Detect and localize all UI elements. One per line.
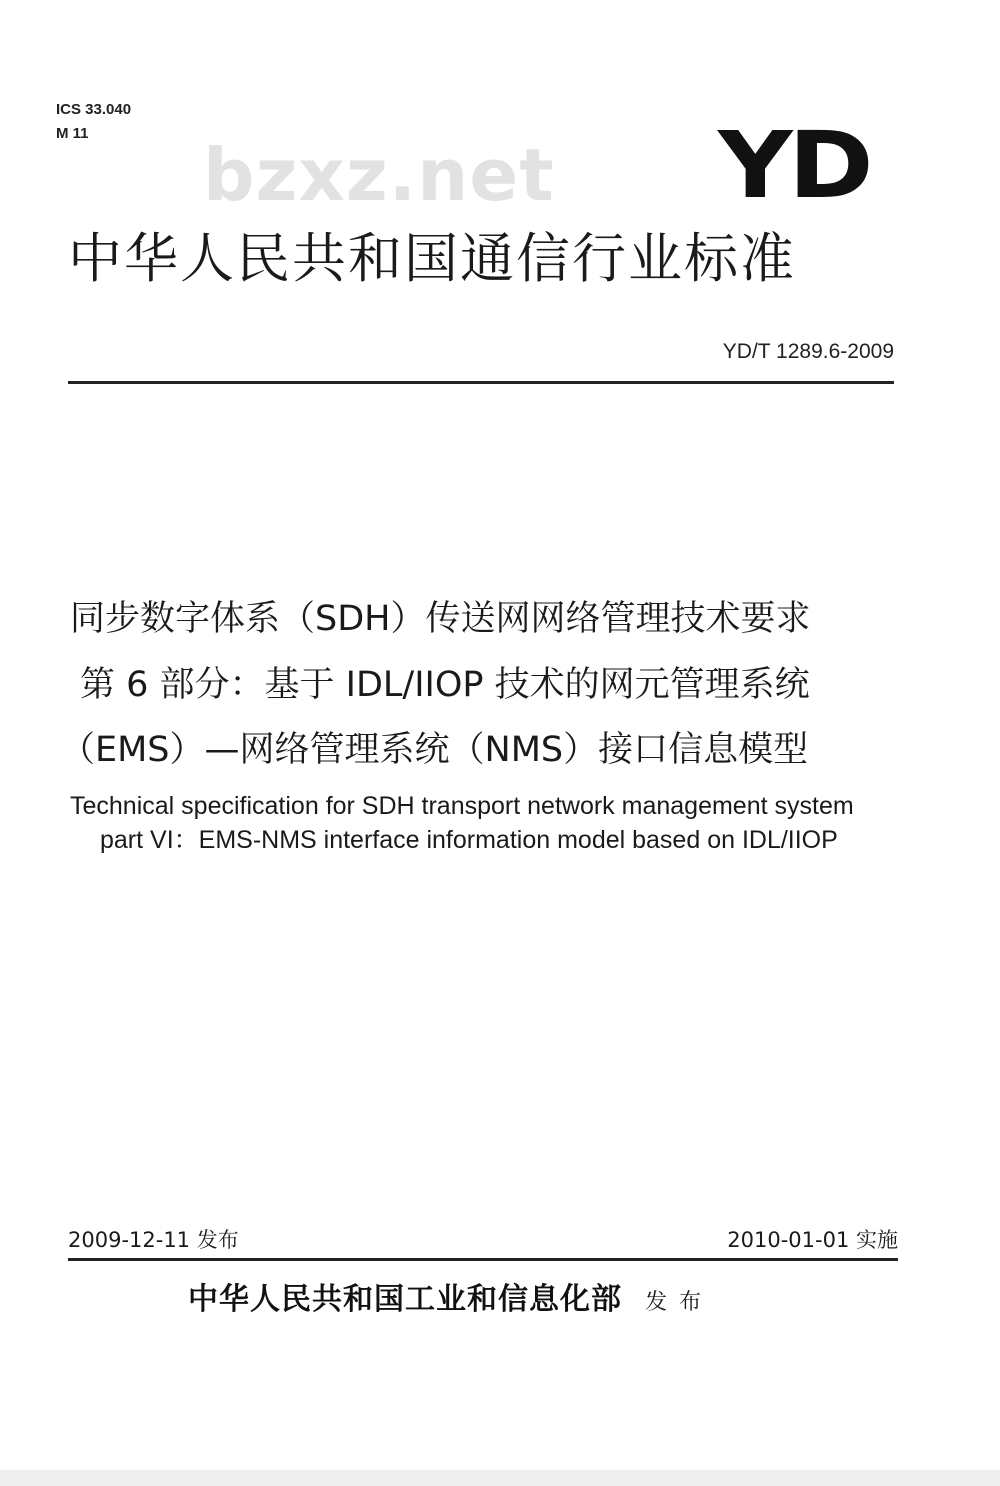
issuer-action: 发布 xyxy=(645,1290,714,1315)
title-line-1: 同步数字体系（SDH）传送网网络管理技术要求 xyxy=(70,599,811,639)
category-code: M 11 xyxy=(56,125,89,142)
implement-date: 2010-01-01 实施 xyxy=(727,1228,898,1252)
scan-edge xyxy=(0,1470,1000,1486)
header-divider xyxy=(68,381,894,384)
standard-title: 中华人民共和国通信行业标准 xyxy=(68,227,796,290)
standard-number: YD/T 1289.6-2009 xyxy=(722,340,894,363)
classification-codes xyxy=(56,98,131,146)
footer-divider xyxy=(68,1258,898,1261)
yd-logo: YD xyxy=(718,112,870,219)
title-line-3: （EMS）—网络管理系统（NMS）接口信息模型 xyxy=(60,730,809,770)
english-title-line-2: part VI：EMS-NMS interface information model based on IDL/IIOP xyxy=(100,826,838,854)
watermark: bzxz.net xyxy=(203,133,555,217)
publish-date: 2009-12-11 发布 xyxy=(68,1228,239,1252)
issuer xyxy=(188,1274,713,1318)
title-line-2: 第 6 部分：基于 IDL/IIOP 技术的网元管理系统 xyxy=(80,665,810,705)
ics-code: ICS 33.040 xyxy=(56,101,132,118)
english-title-line-1: Technical specification for SDH transport network management system xyxy=(70,792,854,820)
issuer-name: 中华人民共和国工业和信息化部 xyxy=(188,1282,622,1317)
